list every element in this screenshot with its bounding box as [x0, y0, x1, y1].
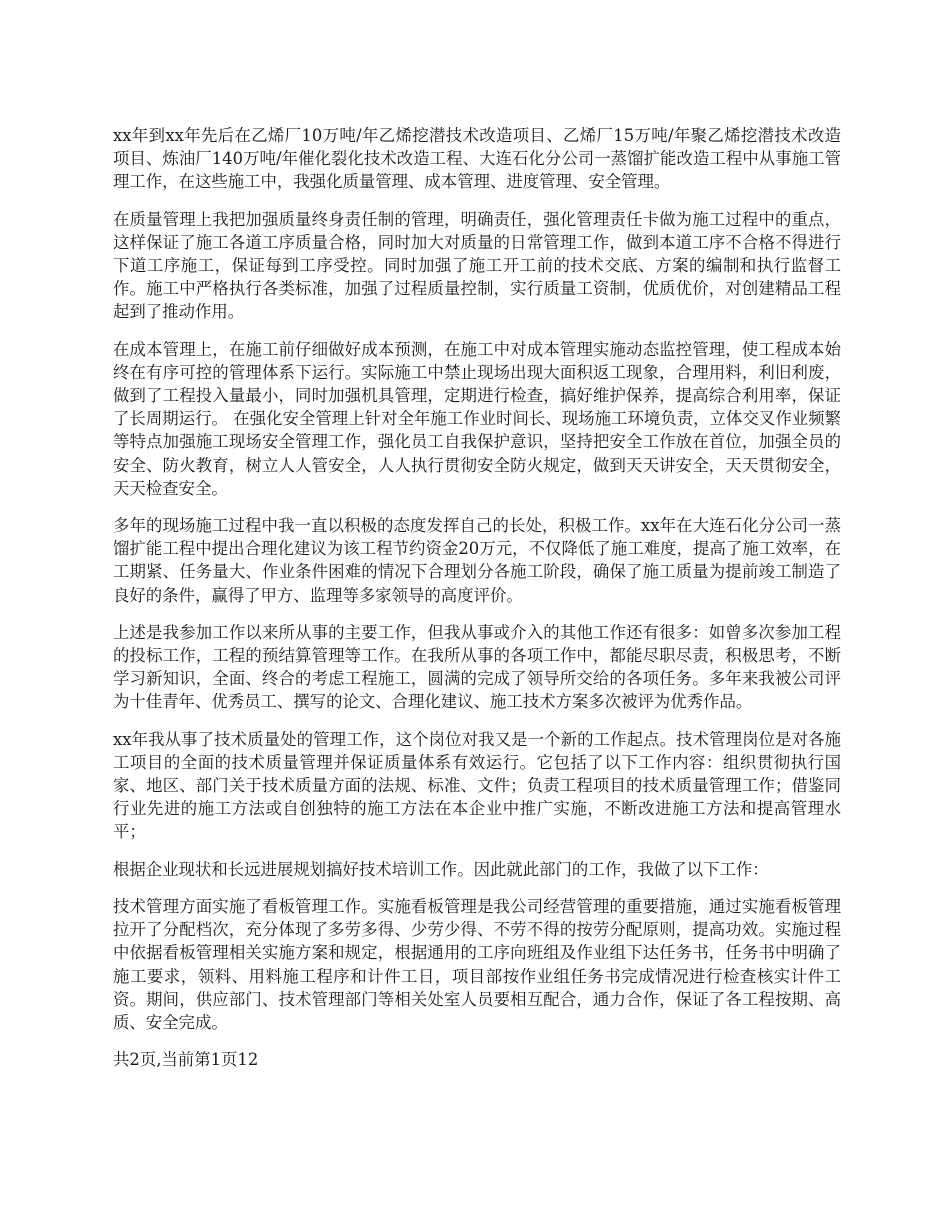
paragraph-6: xx年我从事了技术质量处的管理工作，这个岗位对我又是一个新的工作起点。技术管理岗位是对各施工项目的全面的技术质量管理并保证质量体系有效运行。它包括了以下工作内容：组织贯彻执行国家、地区、部门关于技术质量方面的法规、标准、文件；负责工程项目的技术质量管理工作；借鉴同行业先进的施工方法或自创独特的施工方法在本企业中推广实施，不断改进施工方法和提高管理水平；: [113, 729, 841, 842]
paragraph-2: 在质量管理上我把加强质量终身责任制的管理，明确责任，强化管理责任卡做为施工过程中的重点，这样保证了施工各道工序质量合格，同时加大对质量的日常管理工作，做到本道工序不合格不得进行下道工序施工，保证每到工序受控。同时加强了施工开工前的技术交底、方案的编制和执行监督工作。施工中严格执行各类标准，加强了过程质量控制，实行质量工资制，优质优价，对创建精品工程起到了推动作用。: [113, 209, 841, 322]
paragraph-3: 在成本管理上，在施工前仔细做好成本预测，在施工中对成本管理实施动态监控管理，使工程成本始终在有序可控的管理体系下运行。实际施工中禁止现场出现大面积返工现象，合理用料，利旧利废，做到了工程投入量最小，同时加强机具管理，定期进行检查，搞好维护保养，提高综合利用率，保证了长周期运行。 在强化安全管理上针对全年施工作业时间长、现场施工环境负责，立体交叉作业频繁等特点加强施工现场安全管理工作，强化员工自我保护意识，坚持把安全工作放在首位，加强全员的安全、防火教育，树立人人管安全，人人执行贯彻安全防火规定，做到天天讲安全，天天贯彻安全，天天检查安全。: [113, 339, 841, 498]
paragraph-4: 多年的现场施工过程中我一直以积极的态度发挥自己的长处，积极工作。xx年在大连石化分公司一蒸馏扩能工程中提出合理化建议为该工程节约资金20万元，不仅降低了施工难度，提高了施工效率，在工期紧、任务量大、作业条件困难的情况下合理划分各施工阶段，确保了施工质量为提前竣工制造了良好的条件，赢得了甲方、监理等多家领导的高度评价。: [113, 516, 841, 605]
paragraph-5: 上述是我参加工作以来所从事的主要工作，但我从事或介入的其他工作还有很多：如曾多次参加工程的投标工作，工程的预结算管理等工作。在我所从事的各项工作中，都能尽职尽责，积极思考，不断学习新知识，全面、终合的考虑工程施工，圆满的完成了领导所交给的各项任务。多年来我被公司评为十佳青年、优秀员工、撰写的论文、合理化建议、施工技术方案多次被评为优秀作品。: [113, 622, 841, 712]
document-body: [113, 124, 841, 1071]
paragraph-1: xx年到xx年先后在乙烯厂10万吨/年乙烯挖潜技术改造项目、乙烯厂15万吨/年聚乙烯挖潜技术改造项目、炼油厂140万吨/年催化裂化技术改造工程、大连石化分公司一蒸馏扩能改造工程中从事施工管理工作，在这些施工中，我强化质量管理、成本管理、进度管理、安全管理。: [113, 126, 841, 192]
paragraph-8: 技术管理方面实施了看板管理工作。实施看板管理是我公司经营管理的重要措施，通过实施看板管理拉开了分配档次，充分体现了多劳多得、少劳少得、不劳不得的按劳分配原则，提高功效。实施过程中依据看板管理相关实施方案和规定，根据通用的工序向班组及作业组下达任务书，任务书中明确了施工要求，领料、用料施工程序和计件工日，项目部按作业组任务书完成情况进行检查核实计件工资。期间，供应部门、技术管理部门等相关处室人员要相互配合，通力合作，保证了各工程按期、高质、安全完成。: [113, 896, 841, 1032]
paragraph-7: 根据企业现状和长远进展规划搞好技术培训工作。因此就此部门的工作，我做了以下工作：: [113, 859, 769, 879]
page-footer: 共2页,当前第1页12: [113, 1050, 259, 1070]
